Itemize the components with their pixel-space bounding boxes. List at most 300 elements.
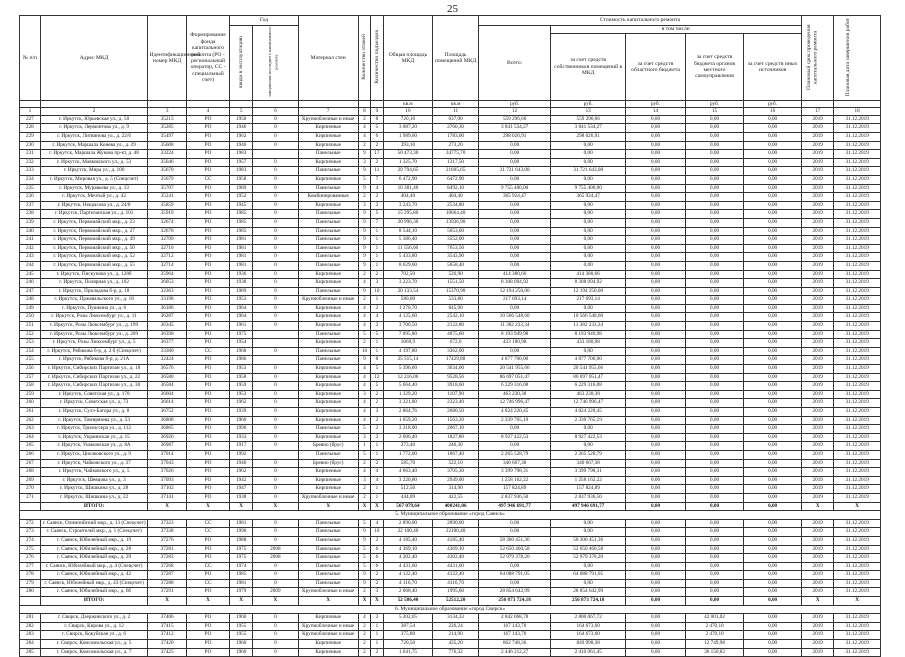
row-cost-total: 298 026,91	[478, 133, 551, 142]
row-plan-date: 31.12.2019	[834, 236, 881, 245]
row-address: г. Иркутск, Партизанская ул., д. 101	[40, 210, 148, 219]
row-year-reconstruction: 0	[253, 468, 299, 477]
row-year-commission: 1975	[230, 554, 253, 563]
row-year-commission: 1938	[230, 493, 253, 502]
row-id: 32424	[148, 356, 186, 365]
row-year-reconstruction: 0	[253, 133, 299, 142]
row-cost-total: 0,00	[478, 261, 551, 270]
row-id: 35919	[148, 210, 186, 219]
row-floors: 3	[358, 476, 370, 485]
row-cost-owners: 4 877 700,00	[551, 356, 626, 365]
row-plan-year: 2019	[802, 347, 834, 356]
row-cost-other: 0,00	[744, 279, 802, 288]
row-total-area: 2 068,40	[383, 588, 433, 597]
row-cost-regional: 0,00	[625, 648, 685, 657]
row-cost-other: 0,00	[744, 442, 802, 451]
row-number: 280	[20, 588, 41, 597]
row-plan-date: 31.12.2019	[834, 270, 881, 279]
row-premises-area: 8492,10	[433, 184, 479, 193]
row-material: Кирпичные	[298, 433, 358, 442]
row-material: Кирпичные	[298, 158, 358, 167]
row-cost-local: 0,00	[686, 408, 744, 417]
row-floors: 5	[358, 519, 370, 528]
row-plan-year: 2019	[802, 304, 834, 313]
row-entrances: 1	[371, 493, 383, 502]
row-address: г. Иркутск, Рябикова б-р, д. 2 б (Спецсчет)	[40, 347, 148, 356]
row-number: 228	[20, 124, 41, 133]
row-entrances: 1	[371, 244, 383, 253]
row-cost-local: 0,00	[686, 399, 744, 408]
row-cost-owners: 64 088 791,05	[551, 571, 626, 580]
row-premises-area: 2890,00	[433, 519, 479, 528]
row-fund: РО	[186, 442, 230, 451]
table-row	[20, 167, 881, 176]
row-total-area: 387,54	[383, 622, 433, 631]
row-cost-local: 0,00	[686, 425, 744, 434]
row-cost-other: 0,00	[744, 588, 802, 597]
row-entrances: 1	[371, 261, 383, 270]
row-year-commission: 1983	[230, 167, 253, 176]
row-year-reconstruction: 0	[253, 287, 299, 296]
row-floors: 9	[358, 218, 370, 227]
row-number: 250	[20, 313, 41, 322]
row-number: 263	[20, 425, 41, 434]
page-number: 25	[447, 3, 458, 15]
row-cost-owners: 164 673,60	[551, 631, 626, 640]
table-row	[20, 124, 881, 133]
row-cost-other: 0,00	[744, 365, 802, 374]
row-plan-date: 31.12.2019	[834, 433, 881, 442]
row-cost-local: 0,00	[686, 244, 744, 253]
table-row	[20, 373, 881, 382]
row-fund: РО	[186, 571, 230, 580]
row-cost-other: 0,00	[744, 210, 802, 219]
row-cost-local: 0,00	[686, 158, 744, 167]
row-cost-other: 0,00	[744, 201, 802, 210]
row-cost-total: 3 399 798,31	[478, 468, 551, 477]
row-cost-other: 0,00	[744, 322, 802, 331]
row-plan-year: 2019	[802, 124, 834, 133]
row-year-reconstruction: 0	[253, 493, 299, 502]
row-premises-area: 3552,00	[433, 236, 479, 245]
row-plan-date: 31.12.2019	[834, 545, 881, 554]
row-plan-date: 31.12.2019	[834, 356, 881, 365]
row-fund: РО	[186, 554, 230, 563]
row-floors: 3	[358, 201, 370, 210]
row-entrances: 1	[371, 485, 383, 494]
row-plan-year: 2019	[802, 253, 834, 262]
row-plan-date: 31.12.2019	[834, 339, 881, 348]
row-id: 36186	[148, 304, 186, 313]
row-year-commission: 1964	[230, 304, 253, 313]
row-year-reconstruction: 0	[253, 141, 299, 150]
total-x: X	[148, 502, 186, 511]
row-cost-other: 0,00	[744, 390, 802, 399]
row-plan-year: 2019	[802, 408, 834, 417]
total-x: X	[358, 502, 370, 511]
row-cost-regional: 0,00	[625, 296, 685, 305]
row-premises-area: 4875,60	[433, 330, 479, 339]
row-address: г. Иркутск, Ушаковская ул., д. 8А	[40, 442, 148, 451]
row-plan-date: 31.12.2019	[834, 141, 881, 150]
row-total-area: 3 087,20	[383, 124, 433, 133]
row-cost-owners: 0,00	[551, 141, 626, 150]
row-id: 35241	[148, 193, 186, 202]
row-plan-date: 31.12.2019	[834, 442, 881, 451]
row-year-commission: 1981	[230, 244, 253, 253]
row-material: Крупноблочные и иные	[298, 115, 358, 124]
row-id: 36926	[148, 433, 186, 442]
table-row	[20, 158, 881, 167]
row-cost-total: 0,00	[478, 253, 551, 262]
row-floors: 2	[358, 622, 370, 631]
row-plan-date: 31.12.2019	[834, 640, 881, 649]
row-plan-date: 31.12.2019	[834, 313, 881, 322]
row-year-commission: 1986	[230, 356, 253, 365]
row-premises-area: 637,90	[433, 115, 479, 124]
row-fund: РО	[186, 390, 230, 399]
row-entrances: 1	[371, 347, 383, 356]
table-row	[20, 588, 881, 597]
total-x: X	[230, 597, 253, 606]
row-plan-date: 31.12.2019	[834, 193, 881, 202]
row-number: 256	[20, 365, 41, 374]
row-cost-regional: 0,00	[625, 115, 685, 124]
row-entrances: 1	[371, 339, 383, 348]
row-cost-total: 0,00	[478, 175, 551, 184]
row-cost-other: 0,00	[744, 124, 802, 133]
row-material: Панельные	[298, 261, 358, 270]
total-area-sum: 52 586,40	[383, 597, 433, 606]
row-premises-area: 4185,40	[433, 536, 479, 545]
column-number: 8	[358, 108, 370, 115]
table-row	[20, 253, 881, 262]
row-plan-year: 2019	[802, 614, 834, 623]
row-premises-area: 2949,00	[433, 476, 479, 485]
row-cost-local: 0,00	[686, 493, 744, 502]
table-row	[20, 536, 881, 545]
table-row	[20, 218, 881, 227]
row-cost-other: 0,00	[744, 493, 802, 502]
row-total-area: 1 329,20	[383, 390, 433, 399]
row-cost-owners: 86 697 051,47	[551, 373, 626, 382]
row-total-area: 29 794,65	[383, 167, 433, 176]
total-x: X	[802, 502, 834, 511]
row-id: 37338	[148, 528, 186, 537]
row-number: 258	[20, 382, 41, 391]
row-total-area: 11 556,00	[383, 244, 433, 253]
row-cost-total: 86 697 051,47	[478, 373, 551, 382]
row-id: 36808	[148, 416, 186, 425]
row-fund: РО	[186, 399, 230, 408]
row-floors: 3	[358, 390, 370, 399]
row-plan-year: 2019	[802, 450, 834, 459]
table-row	[20, 201, 881, 210]
row-fund: РО	[186, 133, 230, 142]
table-row	[20, 528, 881, 537]
row-address: г. Иркутск, Циолковского ул., д. 9	[40, 450, 148, 459]
row-floors: 9	[358, 227, 370, 236]
table-row	[20, 485, 881, 494]
unit-cost-other: руб.	[744, 101, 802, 108]
row-number: 236	[20, 193, 41, 202]
row-number: 281	[20, 614, 41, 623]
row-cost-local: 0,00	[686, 442, 744, 451]
row-year-reconstruction: 0	[253, 459, 299, 468]
header-fund: Формирование фонда капитального ремонта (РО - региональный оператор, СС - специальный счет)	[186, 16, 230, 101]
row-number: 229	[20, 133, 41, 142]
row-year-commission: 1945	[230, 201, 253, 210]
row-cost-local: 0,00	[686, 193, 744, 202]
row-address: г. Иркутск, Мировая ул., д. 5 (Спецсчет)	[40, 175, 148, 184]
row-cost-other: 0,00	[744, 399, 802, 408]
row-cost-regional: 0,00	[625, 459, 685, 468]
row-year-commission: 1940	[230, 141, 253, 150]
row-plan-year: 2019	[802, 390, 834, 399]
row-address: г. Саянск, Юбилейный мкр., д. 28	[40, 545, 148, 554]
row-year-reconstruction: 0	[253, 322, 299, 331]
row-cost-total: 365 924,47	[478, 193, 551, 202]
row-premises-area: 314,90	[433, 485, 479, 494]
row-address: г. Иркутск, Рябикова б-р, д. 21А	[40, 356, 148, 365]
table-row	[20, 519, 881, 528]
row-floors: 3	[358, 158, 370, 167]
row-cost-owners: 12 746 996,47	[551, 399, 626, 408]
row-cost-other: 0,00	[744, 261, 802, 270]
row-year-commission: 1989	[230, 287, 253, 296]
row-material: Кирпичные	[298, 279, 358, 288]
row-material: Панельные	[298, 450, 358, 459]
row-premises-area: 435,20	[433, 640, 479, 649]
row-fund: РО	[186, 459, 230, 468]
row-entrances: 2	[371, 536, 383, 545]
row-id: 35497	[148, 133, 186, 142]
total-premises-sum: 400241,06	[433, 502, 479, 511]
row-plan-date: 31.12.2019	[834, 476, 881, 485]
row-address: г. Иркутск, Чайковского ул., д. 5	[40, 468, 148, 477]
row-year-reconstruction	[253, 356, 299, 365]
row-year-commission: 1960	[230, 416, 253, 425]
row-floors: 9	[358, 244, 370, 253]
row-plan-year: 2019	[802, 562, 834, 571]
row-plan-year: 2019	[802, 175, 834, 184]
column-number: 1	[20, 108, 41, 115]
row-year-reconstruction: 0	[253, 347, 299, 356]
row-cost-owners: 20 541 955,66	[551, 365, 626, 374]
row-cost-regional: 0,00	[625, 218, 685, 227]
row-plan-year: 2019	[802, 261, 834, 270]
row-cost-local: 0,00	[686, 579, 744, 588]
row-year-commission: 1962	[230, 133, 253, 142]
row-floors: 10	[358, 347, 370, 356]
row-cost-regional: 0,00	[625, 450, 685, 459]
header-units-row	[20, 101, 881, 108]
row-cost-local: 0,00	[686, 588, 744, 597]
row-cost-other: 0,00	[744, 313, 802, 322]
row-id: 37043	[148, 459, 186, 468]
row-year-reconstruction	[253, 450, 299, 459]
row-year-reconstruction: 0	[253, 528, 299, 537]
row-address: г. Иркутск, Розы Люксембург ул., д. 5	[40, 339, 148, 348]
row-premises-area: 522,10	[433, 459, 479, 468]
table-row	[20, 356, 881, 365]
row-fund: РО	[186, 210, 230, 219]
row-cost-owners: 433 180,98	[551, 339, 626, 348]
row-premises-area: 422,55	[433, 493, 479, 502]
row-fund: СС	[186, 175, 230, 184]
row-cost-regional: 0,00	[625, 554, 685, 563]
row-address: г. Иркутск, Розы Люксембург ул., д. 209	[40, 330, 148, 339]
row-entrances: 2	[371, 141, 383, 150]
row-cost-other: 0,00	[744, 373, 802, 382]
row-plan-date: 31.12.2019	[834, 631, 881, 640]
row-cost-total: 20 541 955,66	[478, 365, 551, 374]
total-premises-sum: 52512,20	[433, 597, 479, 606]
row-floors: 4	[358, 133, 370, 142]
row-number: 239	[20, 218, 41, 227]
row-cost-local: 0,00	[686, 270, 744, 279]
row-plan-date: 31.12.2019	[834, 227, 881, 236]
row-premises-area: 3543,90	[433, 253, 479, 262]
row-plan-date: 31.12.2019	[834, 115, 881, 124]
row-address: г. Иркутск, Мечтый ул., д. 42	[40, 193, 148, 202]
row-number: 279	[20, 579, 41, 588]
row-entrances: 6	[371, 554, 383, 563]
row-year-reconstruction: 0	[253, 571, 299, 580]
table-row	[20, 115, 881, 124]
column-number: 6	[253, 108, 299, 115]
row-plan-year: 2019	[802, 133, 834, 142]
row-cost-regional: 0,00	[625, 442, 685, 451]
row-year-commission: 1981	[230, 236, 253, 245]
row-cost-total: 0,00	[478, 227, 551, 236]
row-floors: 4	[358, 416, 370, 425]
row-id: 35215	[148, 115, 186, 124]
row-year-reconstruction: 0	[253, 365, 299, 374]
row-cost-total: 2 842 068,78	[478, 614, 551, 623]
row-cost-regional: 0,00	[625, 468, 685, 477]
row-year-reconstruction: 0	[253, 296, 299, 305]
row-plan-year: 2019	[802, 236, 834, 245]
row-fund: РО	[186, 416, 230, 425]
row-plan-year: 2019	[802, 141, 834, 150]
row-id: 33380	[148, 347, 186, 356]
row-material: Кирпичные	[298, 614, 358, 623]
row-material: Панельные	[298, 356, 358, 365]
row-total-area: 5 664,40	[383, 382, 433, 391]
row-cost-other: 0,00	[744, 150, 802, 159]
row-total-area: 3 700,50	[383, 322, 433, 331]
row-cost-owners: 6 229 316,08	[551, 382, 626, 391]
row-year-commission: 1979	[230, 588, 253, 597]
row-cost-local: 0,00	[686, 201, 744, 210]
row-cost-total: 157 824,89	[478, 485, 551, 494]
row-cost-total: 0,00	[478, 244, 551, 253]
row-number: 244	[20, 261, 41, 270]
row-premises-area: 1783,00	[433, 133, 479, 142]
row-year-commission: 1942	[230, 476, 253, 485]
row-year-reconstruction: 0	[253, 175, 299, 184]
row-plan-year: 2019	[802, 158, 834, 167]
row-cost-owners: 31 721 643,08	[551, 167, 626, 176]
row-floors: 2	[358, 270, 370, 279]
row-year-reconstruction: 0	[253, 579, 299, 588]
row-address: г. Иркутск, Пискунова ул., д. 128б	[40, 270, 148, 279]
row-cost-regional: 0,00	[625, 485, 685, 494]
header-material: Материал стен	[298, 16, 358, 101]
row-entrances: 6	[371, 562, 383, 571]
row-id: 37014	[148, 450, 186, 459]
row-plan-date: 31.12.2019	[834, 244, 881, 253]
row-cost-regional: 0,00	[625, 253, 685, 262]
row-cost-regional: 0,00	[625, 425, 685, 434]
row-premises-area: 4302,40	[433, 554, 479, 563]
row-cost-local: 0,00	[686, 468, 744, 477]
row-address: г. Иркутск, Розы Люксембург ул., д. 11	[40, 313, 148, 322]
table-row	[20, 270, 881, 279]
header-plan-year: Плановый срок проведения капитального ремонта	[805, 24, 819, 90]
row-cost-total: 217 693,14	[478, 296, 551, 305]
row-id: 33198	[148, 296, 186, 305]
row-cost-owners: 0,00	[551, 218, 626, 227]
row-cost-local: 0,00	[686, 279, 744, 288]
row-number: 273	[20, 528, 41, 537]
row-cost-other: 0,00	[744, 519, 802, 528]
row-cost-other: 0,00	[744, 571, 802, 580]
row-cost-owners: 2 265 528,79	[551, 450, 626, 459]
row-material: Панельные	[298, 536, 358, 545]
row-entrances: 5	[371, 210, 383, 219]
row-entrances: 5	[371, 382, 383, 391]
table-row	[20, 382, 881, 391]
row-cost-regional: 0,00	[625, 493, 685, 502]
row-floors: 4	[358, 468, 370, 477]
row-address: г. Иркутск, Чайковского ул., д. 37	[40, 459, 148, 468]
row-total-area: 15 295,80	[383, 210, 433, 219]
column-number: 5	[230, 108, 253, 115]
row-year-reconstruction: 0	[253, 373, 299, 382]
row-plan-year: 2019	[802, 459, 834, 468]
row-floors: 9	[358, 287, 370, 296]
row-number: 260	[20, 399, 41, 408]
row-cost-local: 0,00	[686, 571, 744, 580]
row-total-area: 3 223,70	[383, 279, 433, 288]
row-fund: РО	[186, 468, 230, 477]
row-fund: РО	[186, 193, 230, 202]
row-cost-other: 0,00	[744, 158, 802, 167]
row-cost-local: 0,00	[686, 476, 744, 485]
row-cost-regional: 0,00	[625, 150, 685, 159]
row-premises-area: 22100,40	[433, 528, 479, 537]
row-id: 35859	[148, 201, 186, 210]
row-cost-regional: 0,00	[625, 304, 685, 313]
row-year-reconstruction: 0	[253, 382, 299, 391]
row-number: 262	[20, 416, 41, 425]
row-total-area: 1 659,20	[383, 416, 433, 425]
table-row	[20, 579, 881, 588]
row-plan-year: 2019	[802, 330, 834, 339]
row-id: 35707	[148, 184, 186, 193]
row-cost-total: 433 180,98	[478, 339, 551, 348]
table-row	[20, 476, 881, 485]
table-row	[20, 133, 881, 142]
row-total-area: 5 386,40	[383, 236, 433, 245]
row-id: 36987	[148, 442, 186, 451]
total-x: X	[371, 597, 383, 606]
total-empty	[20, 597, 41, 606]
row-cost-local: 0,00	[686, 545, 744, 554]
section-heading: 5. Муниципальное образование «город Саянск»	[20, 511, 881, 520]
